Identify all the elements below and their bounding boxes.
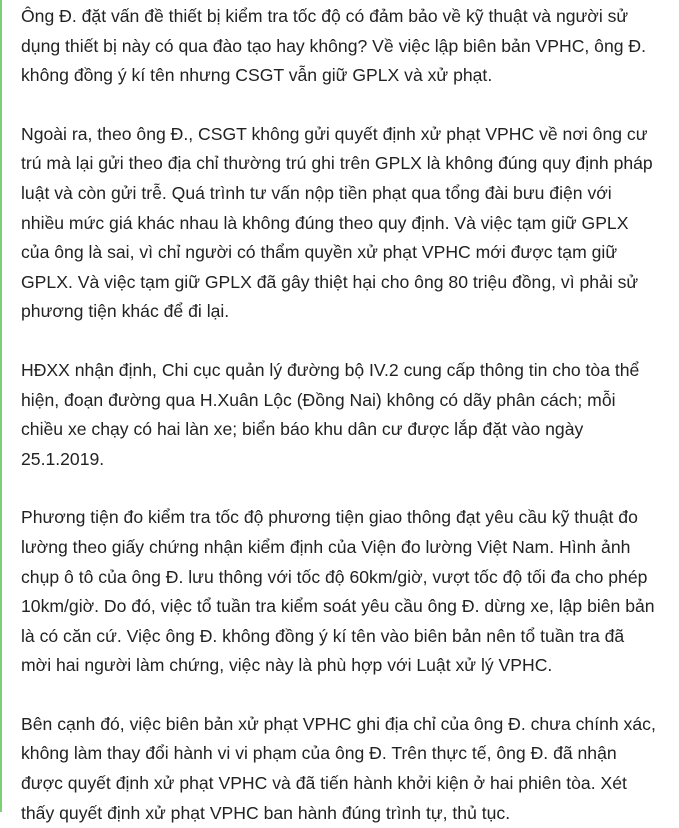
text-line: không làm thay đổi hành vi vi phạm của ông Đ. Trên thực tế, ông Đ. đã nhận <box>21 743 617 764</box>
text-line: Phương tiện đo kiểm tra tốc độ phương tiện giao thông đạt yêu cầu kỹ thuật đo <box>21 507 638 528</box>
paragraph <box>21 120 666 327</box>
text-line: mời hai người làm chứng, việc này là phù hợp với Luật xử lý VPHC. <box>21 655 553 676</box>
text-line: dụng thiết bị này có qua đào tạo hay không? Về việc lập biên bản VPHC, ông Đ. <box>21 35 647 56</box>
text-line: Ngoài ra, theo ông Đ., CSGT không gửi quyết định xử phạt VPHC về nơi ông cư <box>21 123 648 144</box>
text-line: Bên cạnh đó, việc biên bản xử phạt VPHC ghi địa chỉ của ông Đ. chưa chính xác, <box>21 713 656 734</box>
paragraph <box>21 356 666 474</box>
paragraph <box>21 503 666 681</box>
text-line: lường theo giấy chứng nhận kiểm định của Viện đo lường Việt Nam. Hình ảnh <box>21 536 631 557</box>
text-line: 10km/giờ. Do đó, việc tổ tuần tra kiểm soát yêu cầu ông Đ. dừng xe, lập biên bản <box>21 596 655 617</box>
text-line: chiều xe chạy có hai làn xe; biển báo khu dân cư được lắp đặt vào ngày <box>21 419 584 440</box>
text-line: HĐXX nhận định, Chi cục quản lý đường bộ IV.2 cung cấp thông tin cho tòa thể <box>21 359 640 380</box>
text-line: luật và còn gửi trễ. Quá trình tư vấn nộp tiền phạt qua tổng đài bưu điện với <box>21 182 612 203</box>
text-line: chụp ô tô của ông Đ. lưu thông với tốc độ 60km/giờ, vượt tốc độ tối đa cho phép <box>21 566 648 587</box>
text-line: phương tiện khác để đi lại. <box>21 301 230 322</box>
text-line: GPLX. Và việc tạm giữ GPLX đã gây thiệt hại cho ông 80 triệu đồng, vì phải sử <box>21 271 639 292</box>
text-line: là có căn cứ. Việc ông Đ. không đồng ý kí tên vào biên bản nên tổ tuần tra đã <box>21 625 625 646</box>
paragraph <box>21 710 666 828</box>
paragraph <box>21 2 666 91</box>
text-line: được quyết định xử phạt VPHC và đã tiến hành khởi kiện ở hai phiên tòa. Xét <box>21 773 627 794</box>
text-line: của ông là sai, vì chỉ người có thẩm quyền xử phạt VPHC mới được tạm giữ <box>21 242 618 263</box>
text-line: 25.1.2019. <box>21 448 105 469</box>
text-line: nhiều mức giá khác nhau là không đúng theo quy định. Và việc tạm giữ GPLX <box>21 212 629 233</box>
text-line: hiện, đoạn đường qua H.Xuân Lộc (Đồng Nai) không có dãy phân cách; mỗi <box>21 389 616 410</box>
text-line: trú mà lại gửi theo địa chỉ thường trú ghi trên GPLX là không đúng quy định pháp <box>21 153 653 174</box>
text-line: Ông Đ. đặt vấn đề thiết bị kiểm tra tốc độ có đảm bảo về kỹ thuật và người sử <box>21 6 629 26</box>
text-line: thấy quyết định xử phạt VPHC ban hành đúng trình tự, thủ tục. <box>21 802 511 823</box>
text-line: không đồng ý kí tên nhưng CSGT vẫn giữ GPLX và xử phạt. <box>21 65 493 86</box>
left-accent-bar <box>0 0 2 812</box>
article-body <box>21 2 666 828</box>
